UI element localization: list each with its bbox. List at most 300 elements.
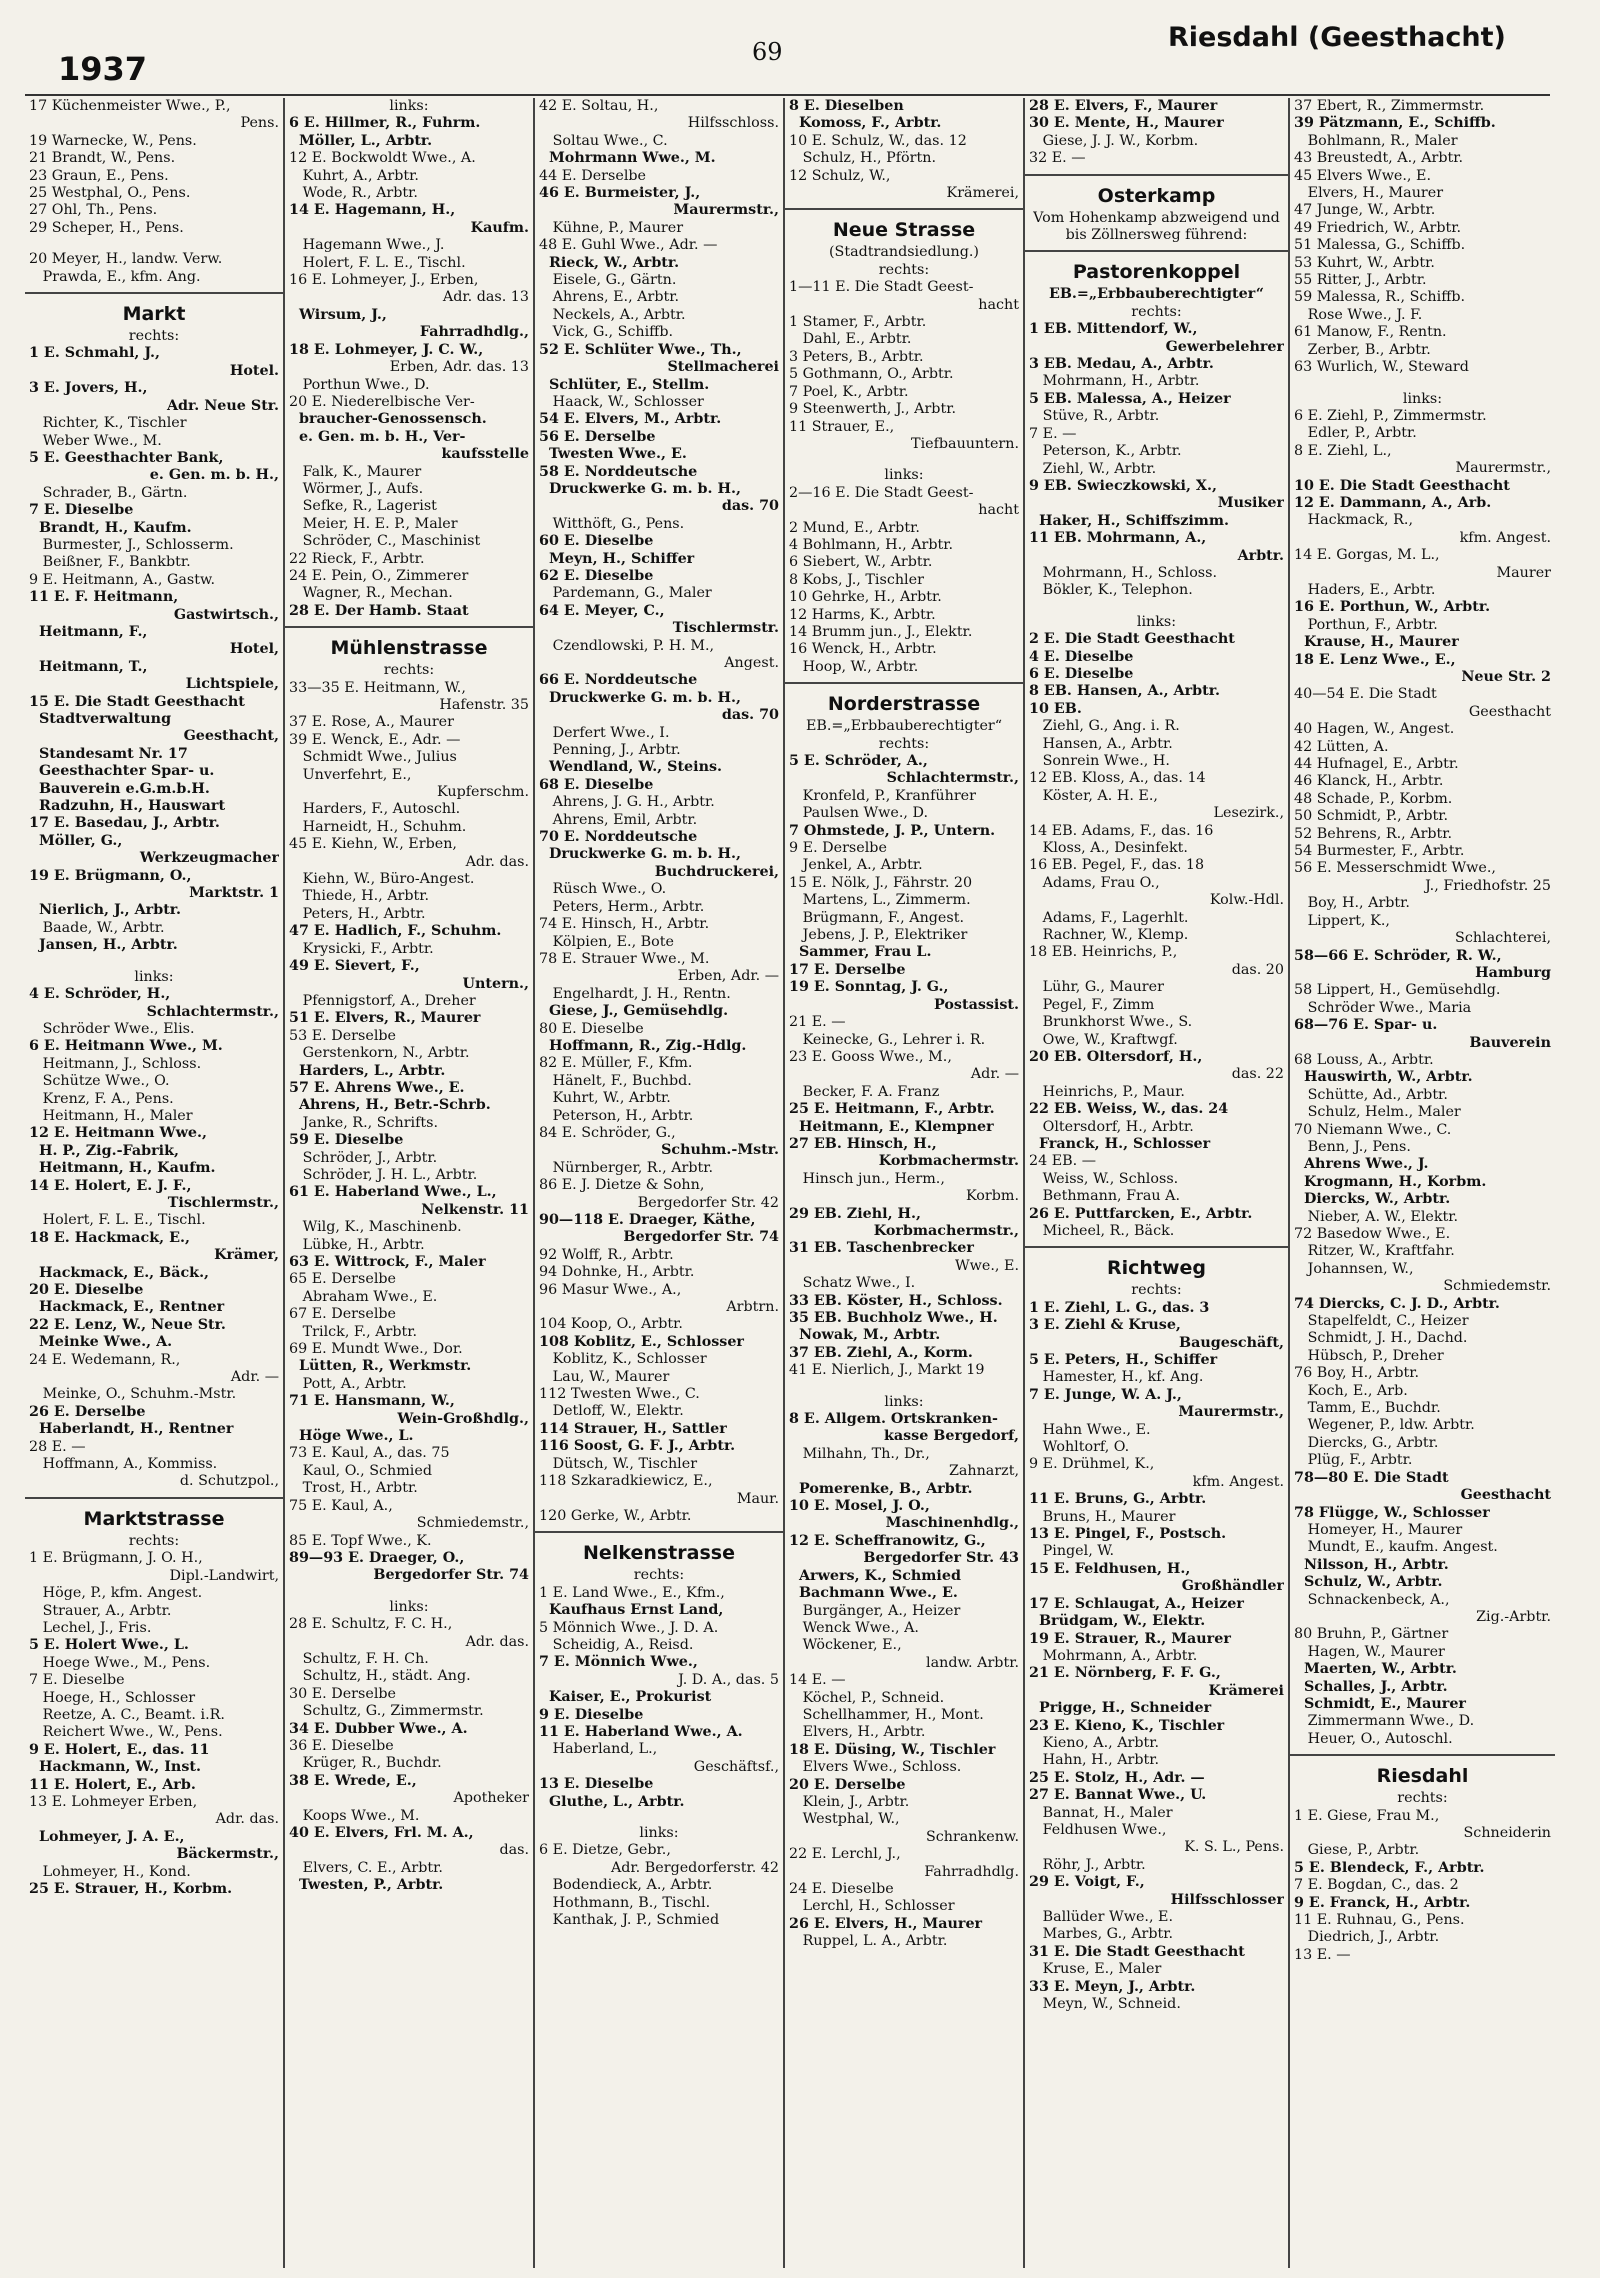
directory-entry: Bachmann Wwe., E. — [789, 1585, 958, 1602]
directory-entry: Pingel, W. — [1029, 1543, 1115, 1560]
directory-entry: 41 E. Nierlich, J., Markt 19 — [789, 1362, 985, 1379]
directory-entry: 18 E. Lohmeyer, J. C. W., — [289, 341, 484, 358]
directory-entry: Druckwerke G. m. b. H., — [539, 480, 741, 497]
directory-entry: Schmidt Wwe., Julius — [289, 749, 457, 766]
entry-continuation: kaufsstelle — [441, 446, 529, 463]
directory-entry: Detloff, W., Elektr. — [539, 1403, 684, 1420]
directory-entry: Heitmann, H., Maler — [29, 1107, 193, 1124]
directory-entry: Kuhrt, A., Arbtr. — [289, 167, 419, 184]
entry-continuation: Adr. das. — [465, 853, 529, 870]
directory-entry: Nürnberger, R., Arbtr. — [539, 1159, 714, 1176]
directory-entry: Plüg, F., Arbtr. — [1294, 1452, 1413, 1469]
directory-entry: Benn, J., Pens. — [1294, 1138, 1411, 1155]
entry-continuation: das. 20 — [1231, 961, 1284, 978]
directory-entry: 63 Wurlich, W., Steward — [1294, 359, 1469, 376]
directory-entry: Wendland, W., Steins. — [539, 759, 723, 776]
entry-continuation: Pens. — [240, 115, 279, 132]
directory-entry: Bauverein e.G.m.b.H. — [29, 780, 210, 797]
directory-entry: 13 E. — — [1294, 1946, 1351, 1963]
directory-entry: 16 Wenck, H., Arbtr. — [789, 641, 937, 658]
directory-entry: Ziehl, W., Arbtr. — [1029, 460, 1157, 477]
directory-entry: Ahrens Wwe., J. — [1294, 1156, 1429, 1173]
directory-entry: Druckwerke G. m. b. H., — [539, 846, 741, 863]
entry-continuation: Maurermstr., — [1178, 1404, 1284, 1421]
side-label: rechts: — [878, 261, 930, 278]
directory-entry: 61 Manow, F., Rentn. — [1294, 324, 1447, 341]
directory-entry: 19 E. Brügmann, O., — [29, 867, 192, 884]
side-label: rechts: — [1131, 303, 1182, 320]
directory-entry: 32 E. — — [1029, 150, 1086, 167]
directory-entry: Kaiser, E., Prokurist — [539, 1689, 712, 1706]
directory-entry: Köster, A. H. E., — [1029, 787, 1158, 804]
directory-entry: Bohlmann, R., Maler — [1294, 132, 1458, 149]
directory-entry: 14 EB. Adams, F., das. 16 — [1029, 822, 1214, 839]
directory-entry: 74 E. Hinsch, H., Arbtr. — [539, 916, 710, 933]
directory-entry: Micheel, R., Bäck. — [1029, 1222, 1175, 1239]
entry-continuation: Geesthacht — [1468, 703, 1551, 720]
directory-entry: 7 E. — — [1029, 425, 1077, 442]
directory-entry: 47 Junge, W., Arbtr. — [1294, 202, 1436, 219]
directory-entry: 64 E. Meyer, C., — [539, 602, 665, 619]
directory-entry: 6 E. Hillmer, R., Fuhrm. — [289, 115, 481, 132]
directory-entry: Standesamt Nr. 17 — [29, 745, 188, 762]
directory-entry: Prawda, E., kfm. Ang. — [29, 268, 201, 285]
directory-entry: Heinrichs, P., Maur. — [1029, 1083, 1185, 1100]
directory-entry: 73 E. Kaul, A., das. 75 — [289, 1445, 450, 1462]
side-label: rechts: — [128, 328, 180, 345]
directory-entry: 9 E. Dieselbe — [539, 1706, 644, 1723]
directory-entry: 57 E. Ahrens Wwe., E. — [289, 1079, 465, 1096]
directory-entry: Hübsch, P., Dreher — [1294, 1347, 1444, 1364]
directory-entry: Schulz, H., Pförtn. — [789, 150, 936, 167]
directory-entry: Vick, G., Schiffb. — [539, 324, 674, 341]
directory-entry: Porthun, F., Arbtr. — [1294, 616, 1438, 633]
directory-entry: 56 E. Messerschmidt Wwe., — [1294, 860, 1496, 877]
entry-continuation: Geschäftsf., — [693, 1758, 779, 1775]
entry-continuation: Bergedorfer Str. 74 — [623, 1229, 779, 1246]
directory-entry: 6 E. Heitmann Wwe., M. — [29, 1038, 223, 1055]
directory-entry: Weber Wwe., M. — [29, 432, 162, 449]
directory-entry: 21 Brandt, W., Pens. — [29, 150, 176, 167]
directory-entry: Stapelfeldt, C., Heizer — [1294, 1313, 1469, 1330]
directory-entry: Giese, J. J. W., Korbm. — [1029, 132, 1199, 149]
entry-continuation: Gastwirtsch., — [173, 606, 279, 623]
directory-entry: Hoege Wwe., M., Pens. — [29, 1654, 211, 1671]
entry-continuation: Großhändler — [1181, 1578, 1284, 1595]
directory-entry: Haack, W., Schlosser — [539, 393, 704, 410]
directory-entry: Keinecke, G., Lehrer i. R. — [789, 1031, 986, 1048]
directory-entry: 20 Meyer, H., landw. Verw. — [29, 251, 223, 268]
directory-entry: Lühr, G., Maurer — [1029, 979, 1164, 996]
directory-entry: 1 E. Giese, Frau M., — [1294, 1807, 1440, 1824]
directory-entry: 13 E. Pingel, F., Postsch. — [1029, 1526, 1227, 1543]
entry-continuation: Tischlermstr. — [672, 620, 779, 637]
entry-continuation: Kolw.-Hdl. — [1209, 892, 1284, 909]
directory-entry: Kaul, O., Schmied — [289, 1462, 432, 1479]
directory-entry: Hoffmann, R., Zig.-Hdlg. — [539, 1037, 747, 1054]
entry-continuation: das. — [499, 1842, 529, 1859]
directory-entry: Röhr, J., Arbtr. — [1029, 1856, 1146, 1873]
directory-entry: Ritzer, W., Kraftfahr. — [1294, 1243, 1455, 1260]
entry-continuation: Hilfsschlosser — [1170, 1891, 1284, 1908]
directory-entry: 84 E. Schröder, G., — [539, 1124, 676, 1141]
directory-entry: Hackmack, E., Rentner — [29, 1299, 225, 1316]
entry-continuation: Geesthacht — [1460, 1487, 1551, 1504]
directory-entry: 47 E. Hadlich, F., Schuhm. — [289, 923, 502, 940]
directory-entry: 1 E. Schmahl, J., — [29, 345, 160, 362]
entry-continuation: Schlachtermstr., — [886, 770, 1019, 787]
directory-entry: 2 Mund, E., Arbtr. — [789, 519, 920, 536]
directory-entry: Pott, A., Arbtr. — [289, 1375, 407, 1392]
directory-entry: Schulz, Helm., Maler — [1294, 1104, 1461, 1121]
directory-entry: 1 EB. Mittendorf, W., — [1029, 321, 1198, 338]
directory-entry: 24 E. Dieselbe — [789, 1881, 894, 1897]
entry-continuation: Bergedorfer Str. 74 — [373, 1567, 529, 1584]
directory-entry: 18 E. Düsing, W., Tischler — [789, 1741, 996, 1758]
directory-entry: 33—35 E. Heitmann, W., — [289, 679, 466, 696]
directory-entry: 25 E. Heitmann, F., Arbtr. — [789, 1101, 995, 1118]
directory-entry: 1—11 E. Die Stadt Geest- — [789, 279, 974, 296]
directory-entry: Owe, W., Kraftwgf. — [1029, 1031, 1178, 1048]
directory-entry: Bannat, H., Maler — [1029, 1804, 1173, 1821]
entry-continuation: Adr. das. 13 — [442, 289, 529, 306]
directory-entry: Trost, H., Arbtr. — [289, 1480, 418, 1497]
side-label: links: — [1402, 390, 1443, 407]
directory-entry: Adams, F., Lagerhlt. — [1029, 909, 1189, 926]
directory-entry: Wagner, R., Mechan. — [289, 585, 453, 602]
directory-entry: 10 E. Schulz, W., das. 12 — [789, 132, 967, 149]
side-label: links: — [389, 1598, 429, 1615]
spacer — [539, 1811, 779, 1825]
entry-continuation: landw. Arbtr. — [926, 1654, 1019, 1671]
directory-entry: Elvers, H., Maurer — [1294, 185, 1444, 202]
directory-entry: Haberland, L., — [539, 1741, 658, 1758]
directory-entry: Schellhammer, H., Mont. — [789, 1706, 984, 1723]
directory-entry: 70 Niemann Wwe., C. — [1294, 1121, 1452, 1138]
directory-entry: Schatz Wwe., I. — [789, 1275, 916, 1292]
directory-entry: Koch, E., Arb. — [1294, 1382, 1408, 1399]
directory-entry: Haders, E., Arbtr. — [1294, 581, 1436, 598]
street-heading: Pastorenkoppel — [1072, 261, 1241, 284]
directory-entry: Prigge, H., Schneider — [1029, 1700, 1212, 1717]
entry-continuation: Fahrradhdlg. — [924, 1863, 1019, 1880]
directory-entry: 27 EB. Hinsch, H., — [789, 1135, 937, 1152]
section-divider — [1290, 1754, 1555, 1756]
directory-entry: 51 E. Elvers, R., Maurer — [289, 1010, 481, 1027]
entry-continuation: Maurermstr., — [1455, 460, 1551, 477]
directory-entry: Möller, L., Arbtr. — [289, 132, 433, 149]
directory-entry: Schultz, G., Zimmermstr. — [289, 1703, 484, 1720]
directory-entry: 116 Soost, G. F. J., Arbtr. — [539, 1438, 736, 1455]
entry-continuation: Werkzeugmacher — [139, 850, 279, 867]
directory-entry: 40—54 E. Die Stadt — [1294, 686, 1437, 703]
directory-entry: Haberlandt, H., Rentner — [29, 1421, 234, 1438]
directory-entry: 7 E. Junge, W. A. J., — [1029, 1386, 1182, 1403]
entry-continuation: Geesthacht, — [183, 728, 279, 745]
directory-entry: 14 Brumm jun., J., Elektr. — [789, 623, 973, 640]
directory-entry: 108 Koblitz, E., Schlosser — [539, 1333, 744, 1350]
entry-continuation: hacht — [978, 296, 1019, 313]
directory-entry: 19 E. Sonntag, J. G., — [789, 979, 949, 996]
directory-entry: 10 Gehrke, H., Arbtr. — [789, 589, 942, 606]
directory-entry: Derfert Wwe., I. — [539, 724, 670, 741]
directory-entry: 7 E. Mönnich Wwe., — [539, 1654, 698, 1671]
side-label: links: — [639, 1825, 679, 1841]
directory-entry: 78 E. Strauer Wwe., M. — [539, 950, 710, 967]
directory-entry: Giese, J., Gemüsehdlg. — [539, 1003, 729, 1020]
entry-continuation: Maur. — [736, 1490, 779, 1507]
entry-continuation: das. 70 — [721, 498, 779, 515]
directory-entry: Meinke Wwe., A. — [29, 1334, 173, 1351]
directory-entry: 92 Wolff, R., Arbtr. — [539, 1246, 674, 1263]
directory-entry: 66 E. Norddeutsche — [539, 672, 698, 689]
directory-entry: 28 E. Schultz, F. C. H., — [289, 1616, 453, 1633]
side-label: Vom Hohenkamp abzweigend und bis Zöllnersweg führend: — [1033, 209, 1280, 244]
directory-entry: Diercks, W., Arbtr. — [1294, 1191, 1451, 1208]
directory-entry: Nilsson, H., Arbtr. — [1294, 1556, 1449, 1573]
section-divider — [1025, 250, 1288, 252]
section-divider — [25, 292, 283, 294]
directory-entry: Schütte, Ad., Arbtr. — [1294, 1086, 1448, 1103]
directory-entry: Schröder Wwe., Elis. — [29, 1020, 195, 1037]
directory-entry: Hahn, H., Arbtr. — [1029, 1752, 1160, 1769]
directory-entry: Harders, L., Arbtr. — [289, 1062, 446, 1079]
directory-entry: Abraham Wwe., E. — [289, 1288, 438, 1305]
directory-entry: Pfennigstorf, A., Dreher — [289, 992, 476, 1009]
directory-entry: Krysicki, F., Arbtr. — [289, 940, 434, 957]
directory-entry: 75 E. Kaul, A., — [289, 1497, 393, 1514]
directory-entry: 1 E. Brügmann, J. O. H., — [29, 1550, 203, 1567]
directory-entry: Kieno, A., Arbtr. — [1029, 1734, 1160, 1751]
directory-entry: Schröder, J. H. L., Arbtr. — [289, 1166, 478, 1183]
entry-continuation: Schmiedemstr. — [1443, 1278, 1551, 1295]
directory-entry: 7 E. Bogdan, C., das. 2 — [1294, 1877, 1459, 1894]
street-heading: Riesdahl — [1376, 1765, 1469, 1788]
directory-entry: 11 E. Holert, E., Arb. — [29, 1776, 196, 1793]
entry-continuation: Krämer, — [214, 1247, 279, 1264]
directory-entry: 4 E. Schröder, H., — [29, 986, 171, 1003]
directory-entry: Ruppel, L. A., Arbtr. — [789, 1933, 948, 1950]
directory-entry: 31 E. Die Stadt Geesthacht — [1029, 1943, 1245, 1960]
directory-entry: Rieck, W., Arbtr. — [539, 254, 680, 271]
directory-entry: Schalles, J., Arbtr. — [1294, 1678, 1448, 1695]
directory-entry: 30 E. Mente, H., Maurer — [1029, 115, 1224, 132]
directory-entry: Wode, R., Arbtr. — [289, 185, 418, 202]
directory-entry: Kühne, P., Maurer — [539, 219, 684, 236]
side-label: links: — [884, 1393, 924, 1410]
directory-entry: 28 E. Der Hamb. Staat — [289, 602, 469, 619]
entry-continuation: Schlachtermstr., — [146, 1003, 279, 1020]
entry-continuation: Hilfsschloss. — [687, 115, 779, 132]
directory-entry: Eisele, G., Gärtn. — [539, 272, 677, 289]
directory-entry: 8 E. Allgem. Ortskranken- — [789, 1411, 998, 1428]
entry-continuation: Gewerbelehrer — [1165, 338, 1284, 355]
entry-continuation: Buchdruckerei, — [654, 863, 779, 880]
side-label: rechts: — [128, 1532, 180, 1549]
directory-entry: 9 Steenwerth, J., Arbtr. — [789, 401, 957, 418]
entry-continuation: Maschinenhdlg., — [885, 1515, 1019, 1532]
directory-entry: Mohrmann, H., Schloss. — [1029, 564, 1218, 581]
directory-entry: Pardemann, G., Maler — [539, 585, 712, 602]
directory-entry: Richter, K., Tischler — [29, 415, 187, 432]
directory-entry: Jenkel, A., Arbtr. — [789, 857, 923, 874]
entry-continuation: Hotel. — [229, 362, 279, 379]
section-divider — [285, 626, 533, 628]
directory-entry: 20 E. Dieselbe — [29, 1282, 144, 1298]
directory-entry: Brandt, H., Kaufm. — [29, 519, 192, 536]
directory-entry: 44 E. Derselbe — [539, 167, 647, 184]
directory-entry: 9 E. Drühmel, K., — [1029, 1456, 1155, 1473]
directory-entry: Baade, W., Arbtr. — [29, 919, 165, 936]
directory-entry: 20 EB. Oltersdorf, H., — [1029, 1048, 1203, 1065]
directory-entry: 36 E. Dieselbe — [289, 1737, 394, 1754]
directory-entry: Wegener, P., ldw. Arbtr. — [1294, 1417, 1475, 1434]
directory-entry: 49 Friedrich, W., Arbtr. — [1294, 219, 1462, 236]
directory-entry: Stadtverwaltung — [29, 711, 172, 727]
entry-continuation: e. Gen. m. b. H., — [149, 467, 279, 484]
directory-entry: Schultz, H., städt. Ang. — [289, 1668, 471, 1685]
section-divider — [25, 1497, 283, 1499]
directory-entry: Beißner, F., Bankbtr. — [29, 554, 191, 571]
directory-entry: 5 E. Peters, H., Schiffer — [1029, 1352, 1218, 1368]
spacer — [29, 955, 279, 969]
entry-continuation: Krämerei — [1208, 1682, 1284, 1699]
directory-entry: Hoffmann, A., Kommiss. — [29, 1456, 218, 1473]
directory-entry: Gerstenkorn, N., Arbtr. — [289, 1045, 470, 1062]
directory-entry: 16 E. Lohmeyer, J., Erben, — [289, 272, 479, 289]
directory-entry: 48 E. Guhl Wwe., Adr. — — [539, 237, 718, 254]
directory-entry: Koblitz, K., Schlosser — [539, 1351, 707, 1368]
directory-entry: 104 Koop, O., Arbtr. — [539, 1316, 683, 1333]
entry-continuation: Schmiedemstr., — [416, 1515, 529, 1532]
directory-entry: Ahrens, J. G. H., Arbtr. — [539, 794, 715, 811]
entry-continuation: Kupferschm. — [437, 784, 529, 801]
directory-entry: 22 E. Lenz, W., Neue Str. — [29, 1316, 226, 1333]
directory-entry: 55 Ritter, J., Arbtr. — [1294, 272, 1427, 289]
section-divider — [1025, 174, 1288, 176]
directory-entry: 59 Malessa, R., Schiffb. — [1294, 289, 1466, 306]
directory-entry: 78—80 E. Die Stadt — [1294, 1469, 1449, 1486]
directory-entry: 58 Lippert, H., Gemüsehdlg. — [1294, 982, 1501, 999]
section-divider — [535, 1531, 783, 1533]
directory-entry: 4 E. Dieselbe — [1029, 648, 1134, 665]
directory-entry: 6 E. Ziehl, P., Zimmermstr. — [1294, 407, 1487, 424]
directory-entry: Hänelt, F., Buchbd. — [539, 1072, 692, 1089]
directory-entry: 26 E. Elvers, H., Maurer — [789, 1915, 983, 1932]
entry-continuation: Baugeschäft, — [1179, 1334, 1284, 1351]
directory-entry: Trilck, F., Arbtr. — [289, 1323, 418, 1340]
directory-entry: Neckels, A., Arbtr. — [539, 306, 686, 323]
entry-continuation: Adr. das. — [465, 1633, 529, 1650]
entry-continuation: Arbtrn. — [726, 1299, 779, 1316]
directory-entry: 9 E. Derselbe — [789, 840, 887, 857]
entry-continuation: Bäckermstr., — [176, 1846, 279, 1863]
entry-continuation: Wein-Großhdlg., — [397, 1410, 529, 1427]
directory-entry: Porthun Wwe., D. — [289, 376, 430, 393]
directory-entry: Zimmermann Wwe., D. — [1294, 1713, 1475, 1730]
directory-entry: 26 E. Derselbe — [29, 1403, 146, 1420]
directory-entry: Hinsch jun., Herm., — [789, 1170, 945, 1187]
directory-entry: 45 Elvers Wwe., E. — [1294, 167, 1432, 184]
directory-entry: 37 E. Rose, A., Maurer — [289, 714, 454, 731]
spacer — [1294, 377, 1551, 391]
directory-entry: Lübke, H., Arbtr. — [289, 1236, 425, 1253]
directory-entry: Unverfehrt, E., — [289, 766, 412, 783]
directory-entry: Sonrein Wwe., H. — [1029, 753, 1170, 769]
directory-entry: 40 E. Elvers, Frl. M. A., — [289, 1825, 474, 1841]
directory-column-2 — [285, 98, 535, 2268]
directory-entry: 68 E. Dieselbe — [539, 776, 654, 793]
directory-entry: Witthöft, G., Pens. — [539, 515, 685, 532]
directory-entry: 29 E. Voigt, F., — [1029, 1874, 1145, 1891]
directory-entry: Zerber, B., Arbtr. — [1294, 341, 1431, 358]
directory-entry: 24 EB. — — [1029, 1153, 1097, 1170]
entry-continuation: Kaufm. — [470, 219, 529, 236]
year-label: 1937 — [58, 50, 148, 88]
page-title: Riesdahl (Geesthacht) — [1168, 22, 1506, 53]
directory-entry: Koops Wwe., M. — [289, 1807, 420, 1824]
directory-entry: Peterson, K., Arbtr. — [1029, 443, 1182, 460]
directory-entry: Oltersdorf, H., Arbtr. — [1029, 1118, 1194, 1135]
entry-continuation: Krämerei, — [946, 185, 1019, 202]
directory-entry: Hoop, W., Arbtr. — [789, 658, 919, 675]
entry-continuation: Bergedorfer Str. 42 — [637, 1194, 779, 1211]
directory-entry: 1 E. Ziehl, L. G., das. 3 — [1029, 1299, 1210, 1316]
directory-entry: Haker, H., Schiffszimm. — [1029, 512, 1230, 529]
directory-entry: 23 E. Kieno, K., Tischler — [1029, 1717, 1225, 1734]
directory-entry: 3 EB. Medau, A., Arbtr. — [1029, 356, 1214, 373]
directory-entry: Kiehn, W., Büro-Angest. — [289, 871, 475, 888]
directory-entry: Hackmack, E., Bäck., — [29, 1264, 210, 1281]
directory-entry: Mundt, E., kaufm. Angest. — [1294, 1539, 1498, 1556]
entry-continuation: Bauverein — [1469, 1034, 1551, 1051]
directory-entry: Ahrens, E., Arbtr. — [539, 289, 680, 306]
side-label: rechts: — [383, 662, 435, 679]
directory-entry: 8 Kobs, J., Tischler — [789, 571, 924, 588]
directory-entry: Hoege, H., Schlosser — [29, 1689, 196, 1706]
directory-entry: 17 E. Schlaugat, A., Heizer — [1029, 1595, 1244, 1612]
directory-entry: Burmester, J., Schlosserm. — [29, 536, 234, 553]
directory-entry: 13 E. Dieselbe — [539, 1776, 654, 1793]
directory-entry: 9 E. Franck, H., Arbtr. — [1294, 1894, 1471, 1911]
directory-entry: Scheidig, A., Reisd. — [539, 1636, 694, 1653]
directory-entry: Brunkhorst Wwe., S. — [1029, 1014, 1193, 1031]
directory-entry: Harders, F., Autoschl. — [289, 801, 461, 818]
street-heading: Mühlenstrasse — [330, 637, 488, 660]
directory-entry: Komoss, F., Arbtr. — [789, 115, 942, 132]
entry-continuation: J., Friedhofstr. 25 — [1425, 877, 1551, 894]
directory-entry: 7 E. Dieselbe — [29, 1672, 125, 1689]
entry-continuation: kfm. Angest. — [1459, 529, 1551, 546]
directory-entry: 12 E. Heitmann Wwe., — [29, 1125, 207, 1142]
directory-entry: 14 E. — — [789, 1672, 846, 1689]
directory-entry: 80 Bruhn, P., Gärtner — [1294, 1626, 1449, 1643]
directory-entry: Sefke, R., Lagerist — [289, 498, 437, 515]
directory-entry: Brügmann, F., Angest. — [789, 909, 965, 926]
directory-entry: Tamm, E., Buchdr. — [1294, 1400, 1441, 1417]
directory-entry: Ballüder Wwe., E. — [1029, 1909, 1174, 1925]
directory-entry: 12 Schulz, W., — [789, 167, 891, 184]
directory-entry: 78 Flügge, W., Schlosser — [1294, 1504, 1490, 1521]
directory-entry: 4 Bohlmann, H., Arbtr. — [789, 536, 954, 553]
directory-entry: Pegel, F., Zimm — [1029, 996, 1155, 1013]
directory-entry: 26 E. Puttfarcken, E., Arbtr. — [1029, 1205, 1253, 1222]
entry-continuation: kasse Bergedorf, — [883, 1428, 1019, 1445]
directory-entry: 14 E. Holert, E. J. F., — [29, 1177, 192, 1194]
directory-entry: Geesthachter Spar- u. — [29, 763, 215, 780]
directory-entry: 10 EB. — [1029, 700, 1082, 717]
directory-entry: Meier, H. E. P., Maler — [289, 515, 458, 532]
